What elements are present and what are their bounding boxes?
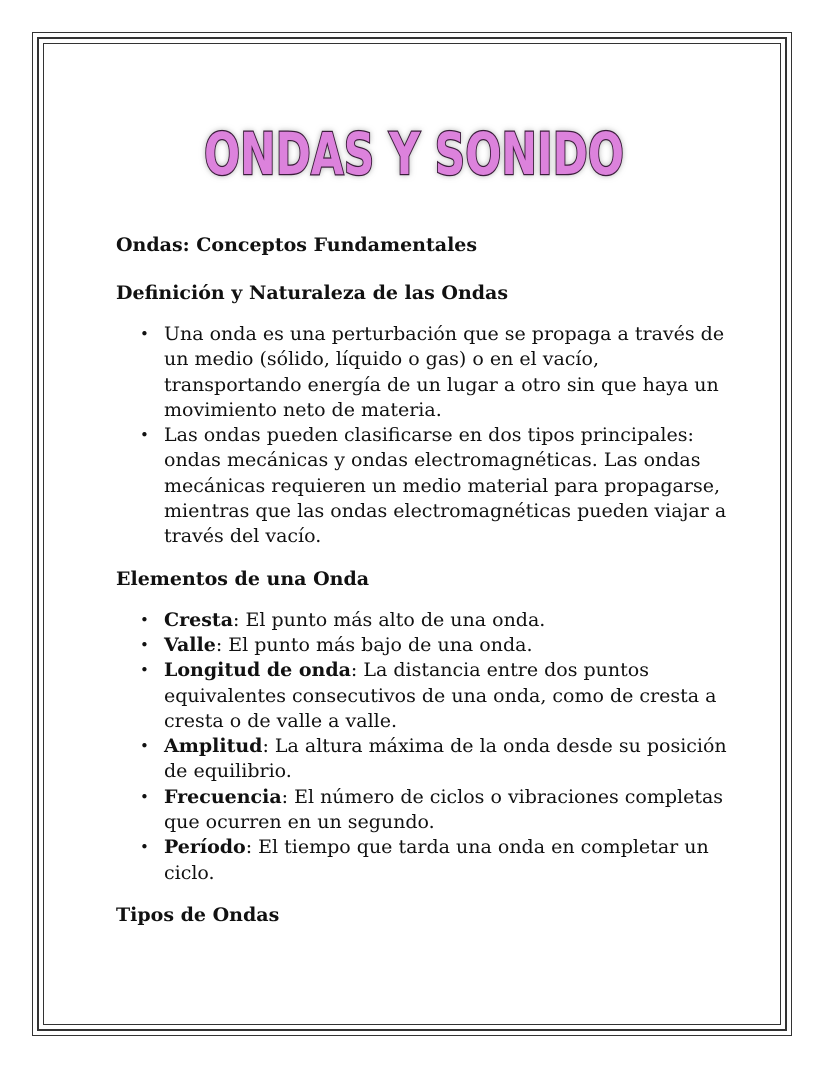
term-description: : La altura máxima de la onda desde su posición de equilibrio. xyxy=(164,735,727,783)
list-item: • Las ondas pueden clasificarse en dos tipos principales: ondas mecánicas y ondas electromagnéticas. Las ondas mecánicas requieren un medio material para propagarse, mientras que las ondas electromagnéticas pueden viajar a través del vacío. xyxy=(164,423,736,549)
list-item xyxy=(164,835,736,886)
term-valle: Valle xyxy=(164,633,216,656)
term-longitud: Longitud de onda xyxy=(164,659,351,682)
list-item xyxy=(164,633,736,658)
term-cresta: Cresta xyxy=(164,608,234,631)
term-amplitud: Amplitud xyxy=(164,735,263,758)
term-description: : La distancia entre dos puntos equivalentes consecutivos de una onda, como de cresta a cresta o de valle a valle. xyxy=(164,659,717,732)
term-description: : El número de ciclos o vibraciones completas que ocurren en un segundo. xyxy=(164,785,724,834)
list-item xyxy=(164,608,736,633)
definition-list xyxy=(116,322,736,550)
term-description: : El punto más alto de una onda. xyxy=(233,608,546,631)
term-description: : El punto más bajo de una onda. xyxy=(215,633,533,656)
section-heading: Ondas: Conceptos Fundamentales xyxy=(116,234,478,256)
list-item xyxy=(164,658,736,734)
list-item: • Una onda es una perturbación que se propaga a través de un medio (sólido, líquido o gas) o en el vacío, transportando energía de un lugar a otro sin que haya un movimiento neto de materia. xyxy=(164,322,736,423)
types-heading: Tipos de Ondas xyxy=(116,903,280,926)
page-title: ONDAS Y SONIDO xyxy=(204,120,624,188)
list-item xyxy=(164,734,736,785)
definition-heading: Definición y Naturaleza de las Ondas xyxy=(116,282,509,304)
elements-list xyxy=(116,608,736,886)
list-item xyxy=(164,785,736,836)
document-body xyxy=(116,230,736,930)
elements-heading: Elementos de una Onda xyxy=(116,567,370,590)
term-description: : El tiempo que tarda una onda en completar un ciclo. xyxy=(164,836,709,884)
term-periodo: Período xyxy=(164,836,246,859)
title-banner xyxy=(0,108,828,198)
term-frecuencia: Frecuencia xyxy=(164,785,282,808)
title-graphic xyxy=(184,108,644,198)
